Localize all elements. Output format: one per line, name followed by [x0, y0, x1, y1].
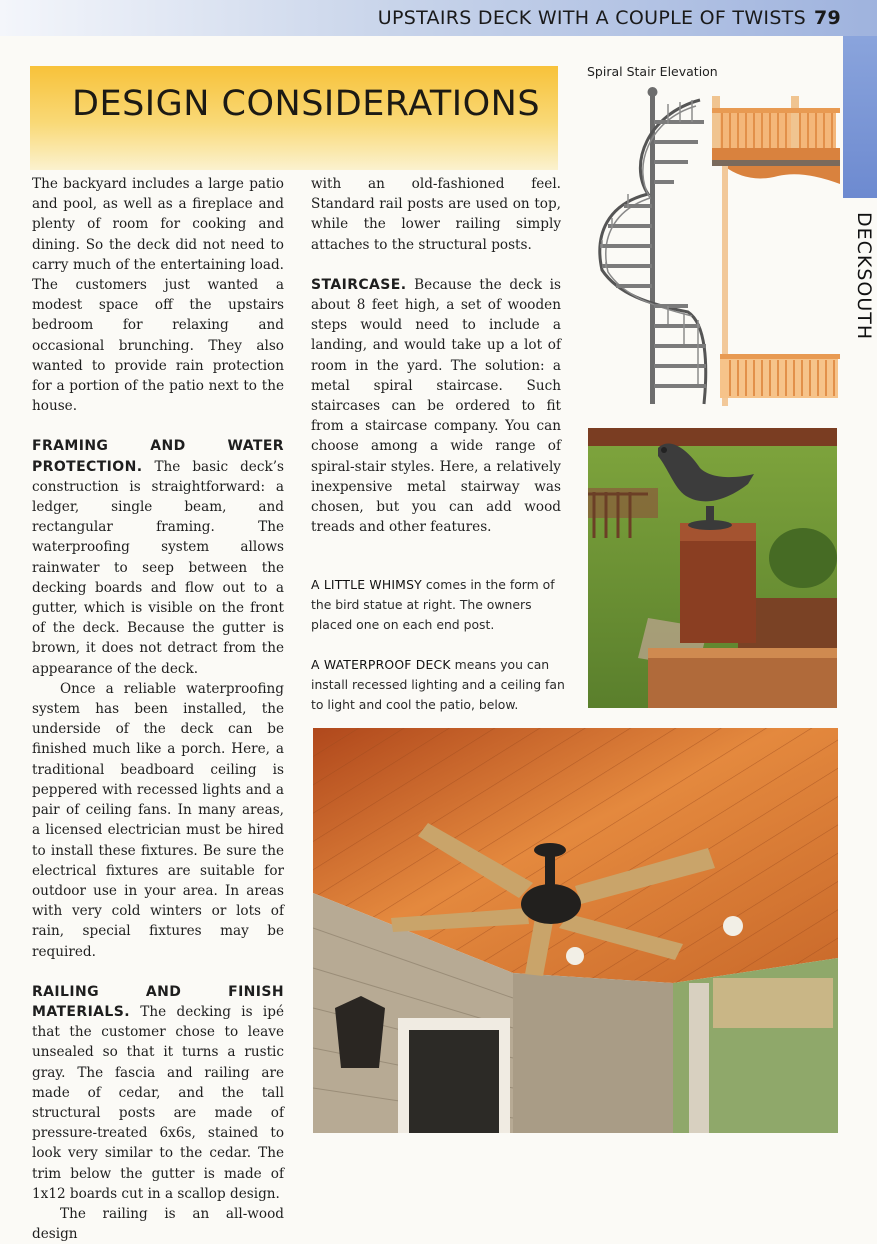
- spiral-stair-diagram: [588, 84, 840, 414]
- bird-statue-photo: [588, 428, 837, 708]
- caption-whimsy-body: comes in the form of the bird statue at right. The owners placed one on each end post.: [311, 577, 555, 632]
- recessed-light: [723, 916, 743, 936]
- paragraph-staircase: [311, 275, 561, 538]
- top-rail: [712, 108, 840, 113]
- shingle-wall-right: [513, 973, 673, 1133]
- caption-waterproof-body: means you can install recessed lighting and a ceiling fan to light and cool the patio, below.: [311, 657, 565, 712]
- wall-lantern: [335, 996, 385, 1068]
- diagram-title: Spiral Stair Elevation: [587, 64, 718, 79]
- body-column-left: [32, 174, 284, 1244]
- paragraph-railing-cont: with an old-fashioned feel. Standard rail posts are used on top, while the lower railing simply attaches to the structural posts.: [311, 176, 561, 253]
- ceiling-fan-photo: [313, 728, 838, 1133]
- deck-fascia: [712, 148, 840, 160]
- running-header: [378, 7, 841, 29]
- heading-railing: RAILING AND FINISH MATERIALS.: [32, 983, 284, 1020]
- framing-body: The basic deck’s construction is straightforward: a ledger, single beam, and rectangular framing. The waterproofing system allows rainwater to seep between the decking boards and flow out to a gutter, which is visible on the front of the deck. Because the gutter is brown, it does not detract from the appearance of the deck.: [32, 458, 284, 677]
- heading-framing: FRAMING AND WATER PROTECTION.: [32, 438, 284, 475]
- side-tab-label: DECKSOUTH: [853, 212, 875, 341]
- recessed-light-2: [566, 947, 584, 965]
- running-title: UPSTAIRS DECK WITH A COUPLE OF TWISTS: [377, 7, 806, 29]
- photo-captions: [311, 575, 573, 735]
- paragraph-railing: [32, 982, 284, 1204]
- railing-body: The decking is ipé that the customer chose to leave unsealed so that it turns a rustic gray. The fascia and railing are made of cedar, and the tall structural posts are made of pressure-treated 6x6s, stained to look very similar to the cedar. The trim below the gutter is made of 1x12 boards cut in a scallop design.: [32, 1003, 284, 1202]
- paragraph-ceiling: Once a reliable waterproofing system has been installed, the underside of the deck can be finished much like a porch. Here, a traditional beadboard ceiling is peppered with recessed lights and a pair of ceiling fans. In many areas, a licensed electrician must be hired to install these fixtures. Be sure the electrical fixtures are suitable for outdoor use in your area. In areas with very cold winters or lots of rain, special fixtures may be required.: [32, 680, 284, 960]
- pergola: [713, 978, 833, 1028]
- caption-waterproof: [311, 655, 573, 715]
- gutter: [712, 160, 840, 166]
- caption-whimsy-lead: A LITTLE WHIMSY: [311, 577, 422, 592]
- side-tab-marker: [843, 36, 877, 198]
- page-number: 79: [813, 7, 841, 29]
- upper-railing-panel: [716, 108, 836, 154]
- upper-railing-balusters: [722, 112, 832, 152]
- paragraph-framing: [32, 436, 284, 678]
- caption-whimsy: [311, 575, 573, 635]
- section-title: DESIGN CONSIDERATIONS: [72, 84, 541, 124]
- door-glass: [409, 1030, 499, 1133]
- heading-staircase: STAIRCASE.: [311, 276, 407, 293]
- downspout: [689, 983, 709, 1133]
- body-column-middle: [311, 174, 561, 537]
- scallop-trim: [724, 166, 840, 184]
- caption-waterproof-lead: A WATERPROOF DECK: [311, 657, 451, 672]
- paragraph-intro: The backyard includes a large patio and pool, as well as a fireplace and plenty of room for cooking and dining. So the deck did not need to carry much of the entertaining load. The customers just wanted a modest space off the upstairs bedroom for relaxing and occasional brunching. They also wanted to provide rain protection for a portion of the patio next to the house.: [32, 176, 284, 415]
- staircase-body: Because the deck is about 8 feet high, a set of wooden steps would need to include a landing, and would take up a lot of room in the yard. The solution: a metal spiral staircase. Such staircases can be ordered to fit from a staircase company. You can choose among a wide range of spiral-stair styles. Here, a relatively inexpensive metal stairway was chosen, but you can add wood treads and other features.: [311, 276, 561, 536]
- paragraph-railing-design: The railing is an all-wood design: [32, 1205, 284, 1243]
